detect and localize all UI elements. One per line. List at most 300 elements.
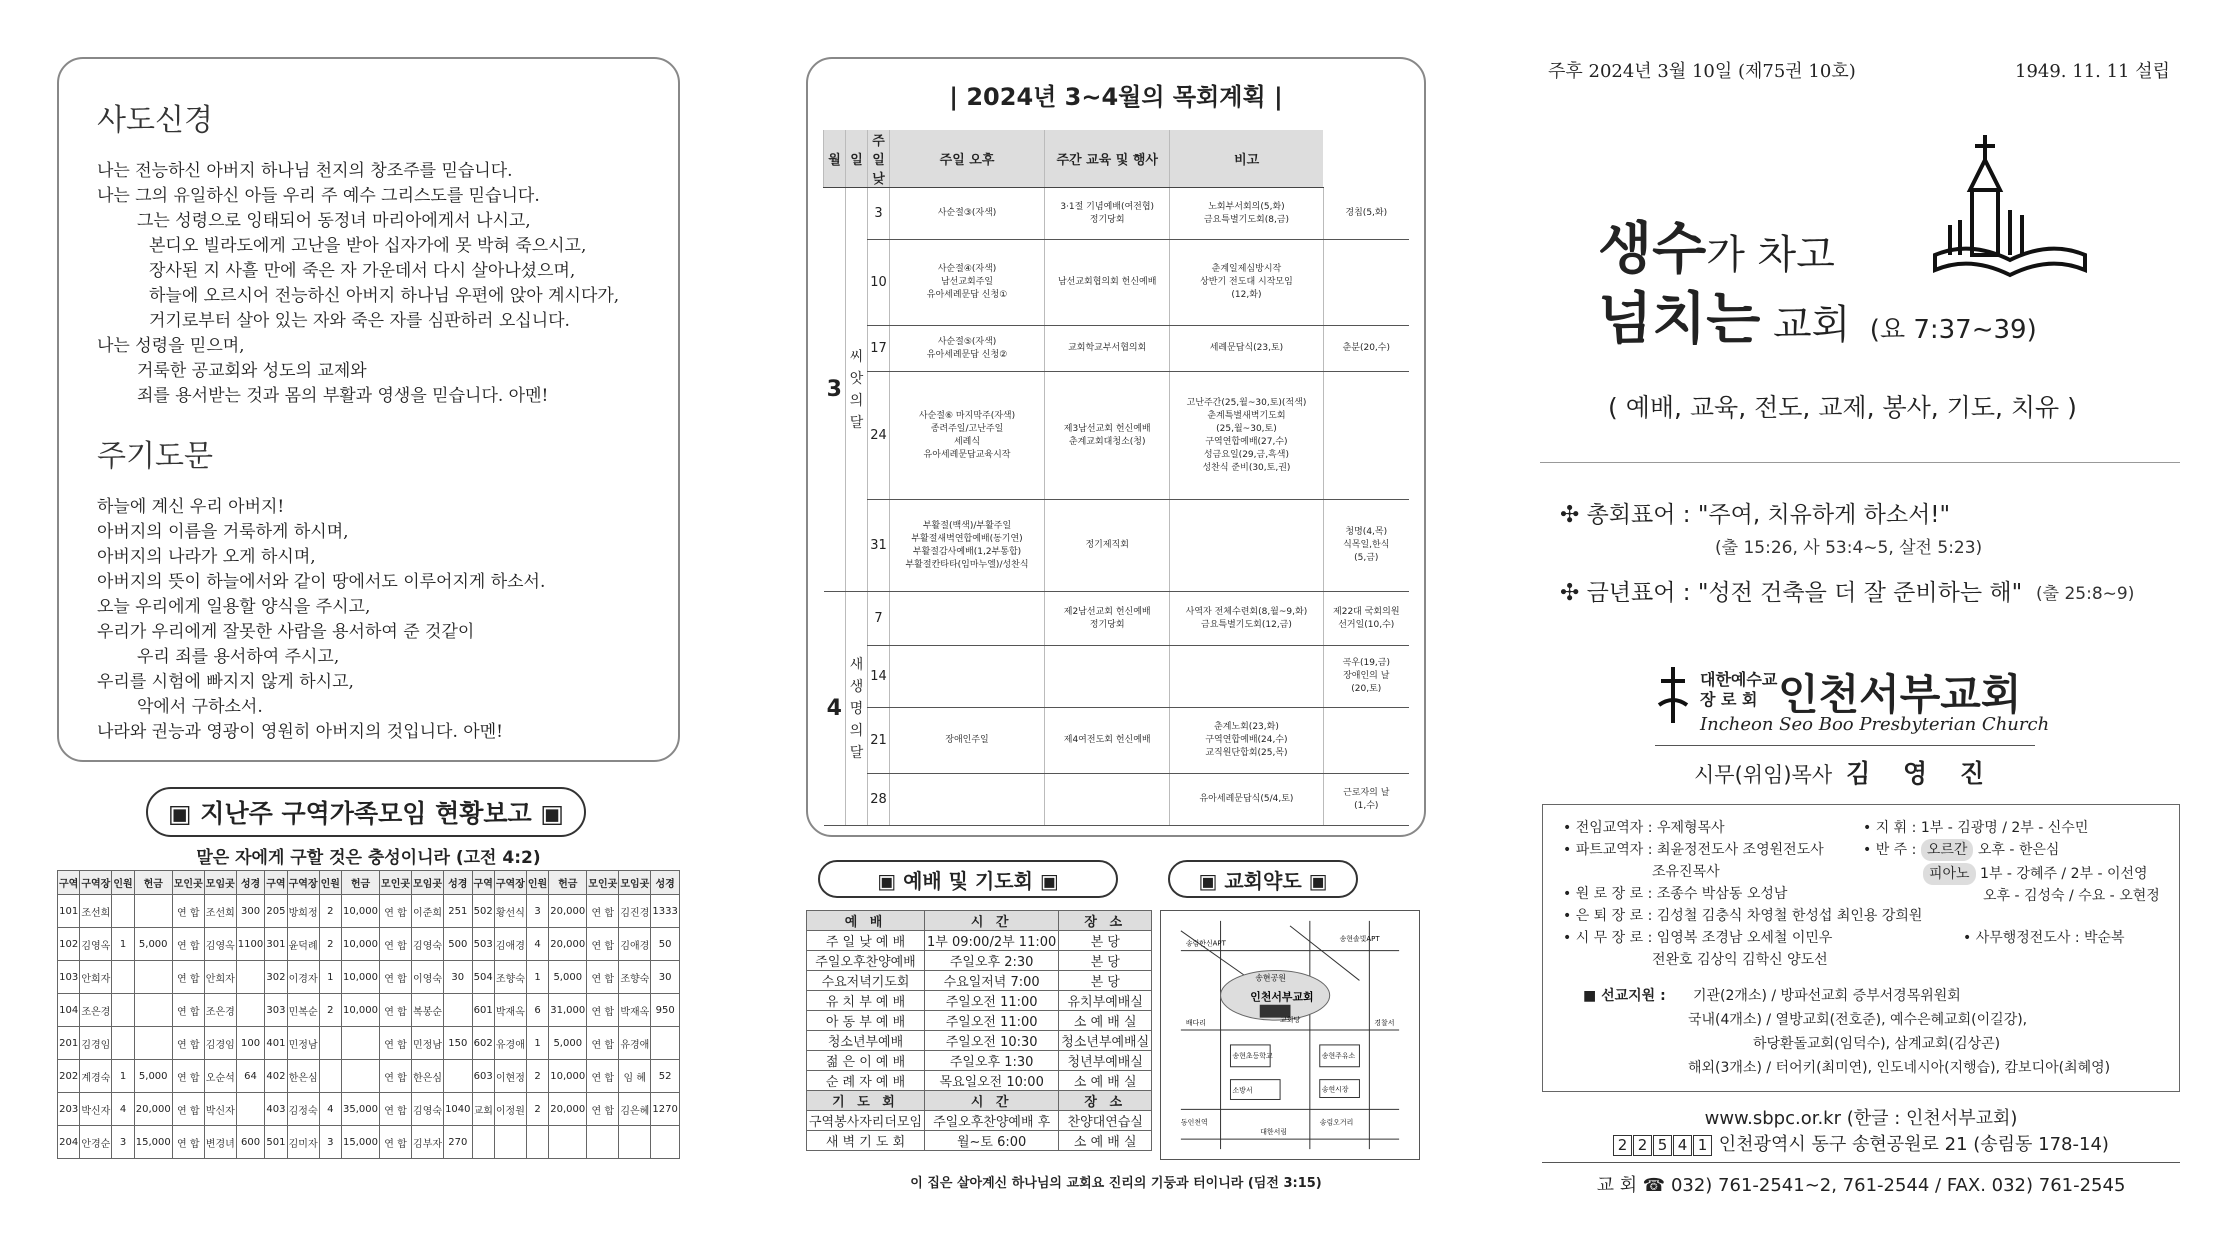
report-cell: 100 (236, 1027, 264, 1060)
plan-line: 청명(4,목) (1345, 527, 1388, 537)
report-cell: 602 (472, 1027, 494, 1060)
plan-title: | 2024년 3∼4월의 목회계획 | (949, 83, 1283, 111)
report-header-cell: 모인곳 (172, 871, 204, 895)
denomination-line1: 대한예수교 (1700, 670, 1778, 689)
founded-date: 1949. 11. 11 설립 (2015, 61, 2171, 82)
plan-noon (890, 372, 1045, 500)
plan-weekly (1170, 646, 1323, 708)
season-char: 의 (849, 392, 864, 409)
worship-header-cell: 장 소 (1059, 1091, 1152, 1111)
season-char: 달 (849, 744, 864, 761)
plan-line: 정기당회 (1089, 619, 1125, 630)
worship-header-cell: 장 소 (1059, 911, 1152, 931)
report-cell: 조은경 (204, 994, 236, 1027)
plan-afternoon (1045, 708, 1170, 774)
organ-names: 오후 - 한은심 (1977, 842, 2060, 858)
report-cell (112, 961, 134, 994)
report-cell: 3 (319, 1126, 341, 1159)
report-title: ▣ 지난주 구역가족모임 현황보고 ▣ (146, 787, 586, 837)
assembly-motto-ref: (출 15:26, 사 53:4∼5, 살전 5:23) (1715, 538, 1983, 558)
plan-line: 유아세례문답교육시작 (923, 449, 1011, 460)
organ-row (1863, 839, 2059, 861)
report-cell: 오순석 (204, 1060, 236, 1093)
report-cell: 연 합 (172, 1060, 204, 1093)
report-cell: 10,000 (341, 994, 379, 1027)
report-cell: 임 혜 (619, 1060, 651, 1093)
plan-note (1323, 240, 1409, 326)
creed-line: 거룩한 공교회와 성도의 교제와 (137, 361, 367, 381)
report-cell (134, 994, 172, 1027)
report-cell: 김영옥 (80, 928, 112, 961)
report-cell: 민정남 (287, 1027, 319, 1060)
plan-line: 교회학교부서협의회 (1068, 343, 1147, 353)
plan-weekly (1170, 592, 1323, 646)
report-cell: 김영숙 (412, 1093, 444, 1126)
plan-day: 17 (868, 326, 890, 372)
report-cell: 504 (472, 961, 494, 994)
report-cell: 20,000 (549, 928, 587, 961)
motto-ref: (요 7:37∼39) (1869, 315, 2037, 345)
report-cell: 김영숙 (412, 928, 444, 961)
season-char: 새 (849, 656, 864, 673)
report-cell: 302 (265, 961, 287, 994)
report-cell: 조향숙 (619, 961, 651, 994)
plan-line: 곡우(19,금) (1342, 658, 1390, 668)
plan-line: 제4여전도회 헌신예배 (1063, 735, 1151, 745)
plan-line: 제2남선교회 헌신예배 (1063, 606, 1151, 617)
report-header-cell: 헌금 (549, 871, 587, 895)
plan-line: 성금요일(29,금,흑색) (1203, 449, 1289, 460)
conductor: • 지 휘 : 1부 - 김광명 / 2부 - 신수민 (1863, 820, 2089, 836)
worship-cell: 월∼토 6:00 (925, 1131, 1059, 1151)
zip-digit: 1 (1693, 1135, 1712, 1156)
plan-row (824, 708, 1410, 774)
report-cell (236, 961, 264, 994)
motto-bold2: 넘치는 (1598, 287, 1761, 352)
worship-title: ▣ 예배 및 기도회 ▣ (818, 860, 1118, 898)
accompanist-label: • 반 주 : (1863, 842, 1917, 858)
plan-line: 사순절④(자색) (937, 264, 997, 274)
year-motto-ref: (출 25:8∼9) (2036, 584, 2135, 604)
report-cell: 연 합 (380, 1093, 412, 1126)
report-cell: 김경임 (80, 1027, 112, 1060)
plan-afternoon (1045, 188, 1170, 240)
creed-title: 사도신경 (97, 103, 213, 138)
report-cell: 이정원 (494, 1093, 526, 1126)
plan-line: 장애인의 날 (1343, 671, 1390, 681)
plan-noon (890, 708, 1045, 774)
report-cell: 5,000 (549, 961, 587, 994)
report-cell: 203 (58, 1093, 80, 1126)
report-row (58, 994, 680, 1027)
report-cell (444, 994, 472, 1027)
report-cell: 2 (319, 928, 341, 961)
report-cell: 김애경 (494, 928, 526, 961)
prayer-line: 아버지의 뜻이 하늘에서와 같이 땅에서도 이루어지게 하소서. (97, 572, 546, 592)
report-cell: 교회 (472, 1093, 494, 1126)
report-header-cell: 인원 (526, 871, 548, 895)
plan-header-cell: 주간 교육 및 행사 (1045, 130, 1170, 188)
report-cell: 204 (58, 1126, 80, 1159)
plan-line: 유아세례문답 신청② (926, 349, 1008, 360)
report-cell: 연 합 (380, 1027, 412, 1060)
worship-header-row (807, 1091, 1152, 1111)
plan-day: 10 (868, 240, 890, 326)
report-cell (112, 1027, 134, 1060)
plan-line: 부활절새벽연합예배(동기연) (911, 533, 1023, 544)
report-cell (341, 1027, 379, 1060)
report-cell: 600 (236, 1126, 264, 1159)
report-cell: 조은경 (80, 994, 112, 1027)
report-cell (319, 1027, 341, 1060)
report-cell: 301 (265, 928, 287, 961)
report-cell: 202 (58, 1060, 80, 1093)
worship-row (807, 931, 1152, 951)
report-cell: 연 합 (380, 961, 412, 994)
mission-line: 기관(2개소) / 방파선교회 증부서경목위원회 (1693, 988, 1961, 1004)
plan-afternoon (1045, 326, 1170, 372)
report-cell (549, 1126, 587, 1159)
mission-line: 해외(3개소) / 터어키(최미연), 인도네시아(지행습), 캄보디아(최혜영) (1688, 1060, 2111, 1076)
report-row (58, 1060, 680, 1093)
prayer-line: 우리 죄를 용서하여 주시고, (137, 647, 340, 667)
worship-cell: 젊 은 이 예 배 (807, 1051, 925, 1071)
creed-line: 죄를 용서받는 것과 몸의 부활과 영생을 믿습니다. 아멘! (137, 386, 549, 406)
report-cell: 30 (651, 961, 680, 994)
report-header-cell: 성경 (444, 871, 472, 895)
phone-fax: 교 회 ☎ 032) 761-2541∼2, 761-2544 / FAX. 032) 761-2545 (1542, 1162, 2180, 1197)
report-cell: 민정남 (412, 1027, 444, 1060)
plan-line: 근로자의 날 (1343, 787, 1390, 798)
worship-row (807, 1131, 1152, 1151)
report-cell: 황선식 (494, 895, 526, 928)
report-row (58, 1126, 680, 1159)
report-cell: 민복순 (287, 994, 319, 1027)
report-cell: 이현정 (494, 1060, 526, 1093)
report-row (58, 895, 680, 928)
report-cell: 35,000 (341, 1093, 379, 1126)
report-cell: 박신자 (80, 1093, 112, 1126)
map-label-school: 송현초등학교 (1232, 1051, 1273, 1060)
church-book-icon (1930, 130, 2090, 280)
plan-weekly (1170, 188, 1323, 240)
report-cell: 201 (58, 1027, 80, 1060)
report-cell: 연 합 (587, 1093, 619, 1126)
creed-line: 장사된 지 사흘 만에 죽은 자 가운데서 다시 살아나셨으며, (149, 261, 576, 281)
report-cell: 2 (526, 1060, 548, 1093)
report-cell: 연 합 (380, 994, 412, 1027)
report-cell: 박재옥 (494, 994, 526, 1027)
season-char: 명 (849, 700, 864, 717)
prayer-line: 악에서 구하소서. (137, 697, 263, 717)
creed-line: 나는 성령을 믿으며, (97, 336, 245, 356)
mission-label: ■ 선교지원 : (1583, 988, 1666, 1004)
plan-note (1323, 592, 1409, 646)
plan-afternoon (1045, 774, 1170, 826)
report-cell (134, 961, 172, 994)
church-name-en: Incheon Seo Boo Presbyterian Church (1700, 714, 2050, 735)
plan-weekly (1170, 708, 1323, 774)
report-cell: 연 합 (172, 928, 204, 961)
season-char: 생 (849, 678, 864, 695)
plan-line: 교직원단합회(25,목) (1205, 748, 1288, 758)
report-cell: 2 (526, 1093, 548, 1126)
report-cell (134, 895, 172, 928)
report-cell: 김은혜 (619, 1093, 651, 1126)
report-header-cell: 구역장 (80, 871, 112, 895)
report-cell: 103 (58, 961, 80, 994)
report-cell: 2 (319, 895, 341, 928)
report-header-cell: 모임곳 (619, 871, 651, 895)
map-label-apt1: 송림한신APT (1185, 939, 1226, 948)
report-cell: 10,000 (341, 961, 379, 994)
worship-cell: 소 예 배 실 (1059, 1131, 1152, 1151)
report-cell: 31,000 (549, 994, 587, 1027)
report-header-cell: 구역 (58, 871, 80, 895)
creed-line: 나는 그의 유일하신 아들 우리 주 예수 그리스도를 믿습니다. (97, 186, 540, 206)
staff-line: • 은 퇴 장 로 : 김성철 김충식 차영철 한성섭 최인용 강희원 (1563, 908, 1923, 924)
plan-line: 춘계일제심방시작 (1211, 264, 1282, 274)
worship-cell: 주 일 낮 예 배 (807, 931, 925, 951)
plan-line: 세례식 (953, 436, 981, 447)
plan-note (1323, 372, 1409, 500)
plan-table (823, 130, 1409, 826)
plan-line: 사순절③(자색) (937, 208, 997, 218)
staff-line: 전완호 김상익 김학신 양도선 (1563, 952, 1828, 968)
website[interactable]: www.sbpc.or.kr (한글 : 인천서부교회) (1704, 1108, 2018, 1129)
worship-cell: 본 당 (1059, 971, 1152, 991)
prayer-line: 아버지의 이름을 거룩하게 하시며, (97, 522, 349, 542)
map-label-bus: 대한서림 (1260, 1128, 1288, 1137)
report-table (57, 870, 680, 1159)
report-cell: 10,000 (549, 1060, 587, 1093)
motto-bold1: 생수 (1598, 217, 1707, 282)
report-cell: 김부자 (412, 1126, 444, 1159)
report-header-cell: 인원 (319, 871, 341, 895)
report-cell: 4 (112, 1093, 134, 1126)
worship-cell: 아 동 부 예 배 (807, 1011, 925, 1031)
plan-line: (1,수) (1354, 800, 1379, 811)
report-cell: 64 (236, 1060, 264, 1093)
plan-line: (20,토) (1351, 684, 1382, 694)
plan-line: 부활절(백색)/부활주일 (922, 520, 1012, 531)
worship-cell: 본 당 (1059, 951, 1152, 971)
report-cell: 10,000 (341, 895, 379, 928)
plan-header-cell: 주일 낮 (868, 130, 890, 188)
plan-line: 성찬식 준비(30,토,권) (1202, 462, 1291, 473)
report-cell: 이준희 (412, 895, 444, 928)
staff-line: 조유진목사 (1563, 864, 1720, 880)
plan-noon (890, 188, 1045, 240)
report-cell: 10,000 (341, 928, 379, 961)
creed-line: 거기로부터 살아 있는 자와 죽은 자를 심판하러 오십니다. (149, 311, 570, 331)
plan-line: 경칩(5,화) (1345, 207, 1388, 218)
report-cell (236, 994, 264, 1027)
mission-line: 하당환돌교회(임덕수), 삼계교회(김상곤) (1753, 1036, 2001, 1052)
worship-header-cell: 기 도 회 (807, 1091, 925, 1111)
worship-cell: 유치부예배실 (1059, 991, 1152, 1011)
worship-cell: 청년부예배실 (1059, 1051, 1152, 1071)
report-cell: 한은심 (412, 1060, 444, 1093)
report-cell: 502 (472, 895, 494, 928)
worship-cell: 목요일오전 10:00 (925, 1071, 1059, 1091)
report-header-cell: 구역 (472, 871, 494, 895)
report-header-cell: 구역장 (287, 871, 319, 895)
plan-season (846, 188, 868, 592)
plan-line: 부활절칸타타(임마누엘)/성찬식 (905, 559, 1029, 570)
report-cell: 계경숙 (80, 1060, 112, 1093)
report-cell: 조선희 (80, 895, 112, 928)
plan-afternoon (1045, 592, 1170, 646)
plan-afternoon (1045, 500, 1170, 592)
report-cell: 402 (265, 1060, 287, 1093)
report-cell: 5,000 (549, 1027, 587, 1060)
report-cell: 205 (265, 895, 287, 928)
report-cell: 조향숙 (494, 961, 526, 994)
plan-line: 부활절감사예배(1,2부통합) (912, 546, 1022, 557)
zip-code (1613, 1134, 1713, 1155)
denomination-line2: 장 로 회 (1700, 690, 1758, 709)
report-cell: 한은심 (287, 1060, 319, 1093)
report-cell: 50 (651, 928, 680, 961)
plan-row (824, 774, 1410, 826)
plan-day: 21 (868, 708, 890, 774)
report-cell: 연 합 (587, 1060, 619, 1093)
report-cell: 1 (526, 1027, 548, 1060)
season-char: 달 (849, 414, 864, 431)
report-row (58, 961, 680, 994)
creed-line: 그는 성령으로 잉태되어 동정녀 마리아에게서 나시고, (137, 211, 531, 231)
report-header-cell: 모인곳 (380, 871, 412, 895)
plan-line: (12,화) (1231, 290, 1262, 300)
report-cell: 유경애 (619, 1027, 651, 1060)
map-label-market: 송현시장 (1321, 1085, 1349, 1094)
report-cell: 251 (444, 895, 472, 928)
report-cell: 101 (58, 895, 80, 928)
plan-header-cell: 일 (846, 130, 868, 188)
worship-cell: 소 예 배 실 (1059, 1071, 1152, 1091)
zip-digit: 5 (1653, 1135, 1672, 1156)
report-cell: 김미자 (287, 1126, 319, 1159)
plan-line: 춘계교회대청소(청) (1068, 436, 1146, 447)
report-cell: 52 (651, 1060, 680, 1093)
report-cell: 연 합 (380, 895, 412, 928)
plan-row (824, 372, 1410, 500)
denomination (1700, 670, 1777, 710)
plan-noon (890, 774, 1045, 826)
plan-line: 3·1절 기념예배(여전협) (1060, 201, 1155, 212)
motto-sub: ( 예배, 교육, 전도, 교제, 봉사, 기도, 치유 ) (1608, 393, 2077, 422)
worship-cell: 청소년부예배실 (1059, 1031, 1152, 1051)
plan-line: 구역연합예배(24,수) (1205, 735, 1288, 745)
worship-cell: 주일오전 10:30 (925, 1031, 1059, 1051)
plan-month: 3 (824, 188, 846, 592)
map-label-pumpkin: 배다리 (1185, 1019, 1206, 1028)
staff-line: • 파트교역자 : 최윤정전도사 조영원전도사 (1563, 842, 1824, 858)
plan-line: 남선교회협의회 헌신예배 (1057, 277, 1157, 287)
plan-weekly (1170, 774, 1323, 826)
report-header-cell: 모인곳 (587, 871, 619, 895)
motto-line1 (1598, 205, 1835, 285)
report-cell: 20,000 (549, 895, 587, 928)
staff-line: • 전임교역자 : 우제형목사 (1563, 820, 1725, 836)
worship-row (807, 951, 1152, 971)
worship-cell: 주일오전 11:00 (925, 1011, 1059, 1031)
season-char: 의 (849, 722, 864, 739)
report-cell: 유경애 (494, 1027, 526, 1060)
report-cell: 950 (651, 994, 680, 1027)
report-cell (134, 1027, 172, 1060)
motto-line2 (1598, 275, 2037, 355)
report-cell (526, 1126, 548, 1159)
piano-badge: 피아노 (1923, 863, 1976, 885)
plan-panel (806, 57, 1426, 837)
report-cell (112, 994, 134, 1027)
plan-row (824, 500, 1410, 592)
prayer-line: 하늘에 계신 우리 아버지! (97, 497, 285, 517)
plan-line: 종려주일/고난주일 (930, 423, 1004, 434)
report-cell: 4 (526, 928, 548, 961)
worship-cell: 수요일저녁 7:00 (925, 971, 1059, 991)
bottom-verse: 이 집은 살아계신 하나님의 교회요 진리의 기둥과 터이니라 (딤전 3:15) (910, 1176, 1322, 1191)
zip-digit: 2 (1633, 1135, 1652, 1156)
plan-noon (890, 326, 1045, 372)
address: 인천광역시 동구 송현공원로 21 (송림동 178-14) (1718, 1134, 2109, 1155)
report-cell: 501 (265, 1126, 287, 1159)
worship-cell: 순 례 자 예 배 (807, 1071, 925, 1091)
plan-noon (890, 592, 1045, 646)
organ-badge: 오르간 (1921, 839, 1974, 861)
plan-season (846, 592, 868, 826)
report-row (58, 1027, 680, 1060)
report-cell (319, 1060, 341, 1093)
report-cell: 연 합 (587, 928, 619, 961)
report-cell: 270 (444, 1126, 472, 1159)
report-cell: 김애경 (619, 928, 651, 961)
plan-row (824, 326, 1410, 372)
plan-line: 춘분(20,수) (1342, 343, 1390, 353)
piano-names2: 오후 - 김성숙 / 수요 - 오현정 (1983, 888, 2160, 904)
staff-box (1542, 804, 2180, 1092)
report-cell: 503 (472, 928, 494, 961)
report-header-cell: 구역 (265, 871, 287, 895)
plan-line: 식목일,한식 (1343, 540, 1390, 550)
report-cell: 300 (236, 895, 264, 928)
plan-row (824, 188, 1410, 240)
plan-line: 남선교회주일 (940, 277, 994, 287)
plan-afternoon (1045, 240, 1170, 326)
admin-staff: • 사무행정전도사 : 박순복 (1963, 930, 2125, 946)
plan-note (1323, 326, 1409, 372)
report-cell: 이경자 (287, 961, 319, 994)
plan-line: 유아세례문답식(5/4,토) (1199, 794, 1294, 804)
creed-panel (57, 57, 680, 762)
report-cell: 연 합 (587, 994, 619, 1027)
report-header-cell: 구역장 (494, 871, 526, 895)
plan-line: 유아세례문답 신청① (926, 290, 1008, 300)
report-cell (236, 1093, 264, 1126)
plan-line: 사역자 전체수련회(8,월~9,화) (1185, 606, 1308, 617)
pastor (1655, 745, 2035, 790)
plan-line: 상반기 전도대 시작모임 (1200, 277, 1293, 287)
report-cell: 603 (472, 1060, 494, 1093)
worship-cell: 1부 09:00/2부 11:00 (925, 931, 1059, 951)
report-cell: 연 합 (172, 1093, 204, 1126)
report-cell: 박신자 (204, 1093, 236, 1126)
plan-weekly (1170, 240, 1323, 326)
report-cell: 403 (265, 1093, 287, 1126)
report-cell (651, 1027, 680, 1060)
